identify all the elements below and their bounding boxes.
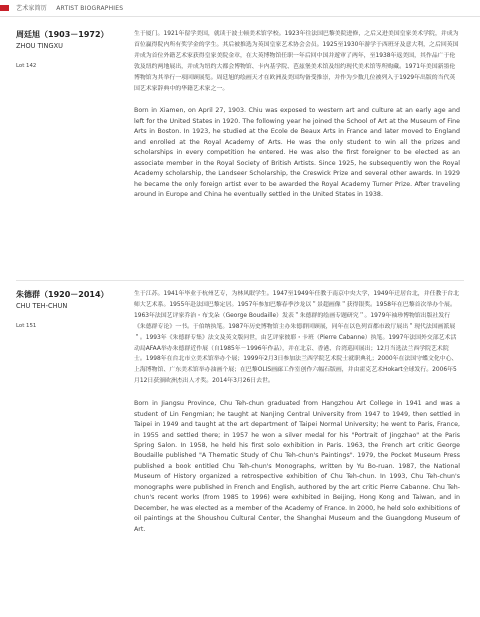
artist-name-en: ZHOU TINGXU bbox=[16, 42, 63, 50]
artist-biography bbox=[134, 29, 460, 201]
section-marker bbox=[0, 5, 9, 11]
lot-number: Lot 151 bbox=[16, 323, 37, 329]
biography-english: Born in Jiangsu Province, Chu Teh-chun graduated from Hangzhou Art College in 1941 and was a student of Lin Fengmian; he taught at Nanjing Central University from 1947 to 1949, then settled in Taipei in 1949 and taught at the art department of Taipei Normal University; he went to Paris, France, in 1955 and settled there; in 1957 he won a silver medal for his "Portrait of Jingzhao" at the Paris Spring Salon. In 1958, he held his first solo exhibition in Paris. 1963, the French art critic George Boudaille published "A Thematic Study of Chu Teh-chun's Paintings". 1979, the Pocket Museum Press published a book entitled Chu Teh-chun's Monographs, written by Yu Bo-ruan. 1987, the National Museum of History organized a retrospective exhibition of Chu Teh-chun. In 1993, Chu Teh-chun's monographs were published in French and English, authored by the art critic Pierre Cabanne. Chu Teh-chun's recent works (from 1985 to 1996) were exhibited in Beijing, Hong Kong and Taiwan, and in December, he was elected as a member of the Academy of France. In 2000, he held solo exhibitions of oil paintings at the Shoushou Cultural Center, the Shanghai Museum and the Guangdong Museum of Art. bbox=[134, 400, 460, 533]
page-header bbox=[0, 0, 480, 18]
section-label-cn: 艺术家简历 bbox=[16, 5, 48, 12]
artist-identity bbox=[16, 29, 109, 69]
section-label-en: ARTIST BIOGRAPHIES bbox=[56, 5, 124, 12]
biography-chinese: 生于厦门。1921年留学美国，就读于波士顿美术馆学校。1923年往法国巴黎美院进修，之后又进美国皇家美术学院，并成为首位赢得院内所有奖学金的学生。其后被推选为英国皇家艺术协会会员。1925至1930年游学于西班牙及意大利，之后回英国并成为首位外籍艺术家获得皇家美院金章，在大英博物馆任职一年后回中国并遊审了两年，至1938年返美国，其作品广于伦敦及纽约两地展出，并成为纽约大都会博物馆、卡内基学院、芭兹堡美术馆及纽约现代美术馆等所购藏。1971年美国新墨伦博物馆为其举行一项回顾展览。周廷旭的绘画天才在欧洲及美国均备受推崇，并作为少数几位被列入于1929年出版的当代英国艺术家辞典中的华籍艺术家之一。 bbox=[134, 31, 459, 92]
artist-biography bbox=[134, 289, 460, 535]
artist-entry-chu-teh-chun bbox=[0, 289, 480, 609]
section-divider bbox=[16, 280, 464, 281]
biography-chinese: 生于江苏。1941年毕业于杭州艺专，为林风眠学生。1947至1949年任教于南京中央大学，1949年迁居台北，并任教于台北师大艺术系。1955年赴法国巴黎定居。1957年参加巴黎春季沙龙以＂景超画像＂获得银奖。1958年在巴黎首次举办个展。1963年法国艺评家乔治・布戈朵（George Boudaille）发表＂朱德群的绘画专题研究＂。1979年袖珍博物馆出版社发行《朱德群专论》一书。于伯纳执笔。1987年历史博物馆主办朱德群回顾展，同年在以色列首都市政厅展出＂现代法国画派展＂。1993年《朱德群专集》法文及英文版问世，由艺评家彼耶・卡班（Pierre Cabanne）执笔。1997年法国外交部艺术活动局AFAA举办朱德群近作展（自1985年－1996年作品），并在北京、香港、台湾巡回展出；12月当选法兰西学院艺术院士。1998年在台北市立美术馆举办个展；1999年2月3日参加法兰西学院艺术院士就职典礼；2000年在法国守蝶文化中心、上海博物馆、广东美术馆举办油画个展；在巴黎OLIS画廊工作室创作六幅石版画，并由霍克艺术Hokart全球发行。2006年5月12日获颁欧洲杰出人才奖。2014年3月26日去世。 bbox=[134, 291, 460, 385]
biography-english: Born in Xiamen, on April 27, 1903. Chiu was exposed to western art and culture at an early age and left for the United States in 1920. The following year he joined the School of Art at the Museum of Fine Arts in Boston. In 1923, he studied at the Ecole de Beaux Arts in France and later moved to England and enrolled at the Royal Academy of Arts. He was the only student to win all the prizes and scholarships in every competition he entered. He was also the first foreigner to be elected as an associate member in the Royal Society of British Artists. Since 1925, he subsequently won the Royal Academy scholarship, the Landseer Scholarship, the Creswick Prize and several other awards. In 1929 he became the only foreign artist ever to be awarded the Royal Academy Turner Prize. After traveling around in Europe and China he eventually settled in the United States in 1938. bbox=[134, 107, 460, 199]
header-divider bbox=[0, 16, 480, 17]
artist-name-en: CHU TEH-CHUN bbox=[16, 302, 68, 310]
section-title bbox=[16, 3, 123, 12]
artist-identity bbox=[16, 289, 109, 329]
artist-name-cn: 周廷旭（1903－1972） bbox=[16, 30, 109, 39]
artist-name-cn: 朱德群（1920－2014） bbox=[16, 290, 109, 299]
lot-number: Lot 142 bbox=[16, 63, 37, 69]
artist-entry-zhou-tingxu bbox=[0, 29, 480, 279]
